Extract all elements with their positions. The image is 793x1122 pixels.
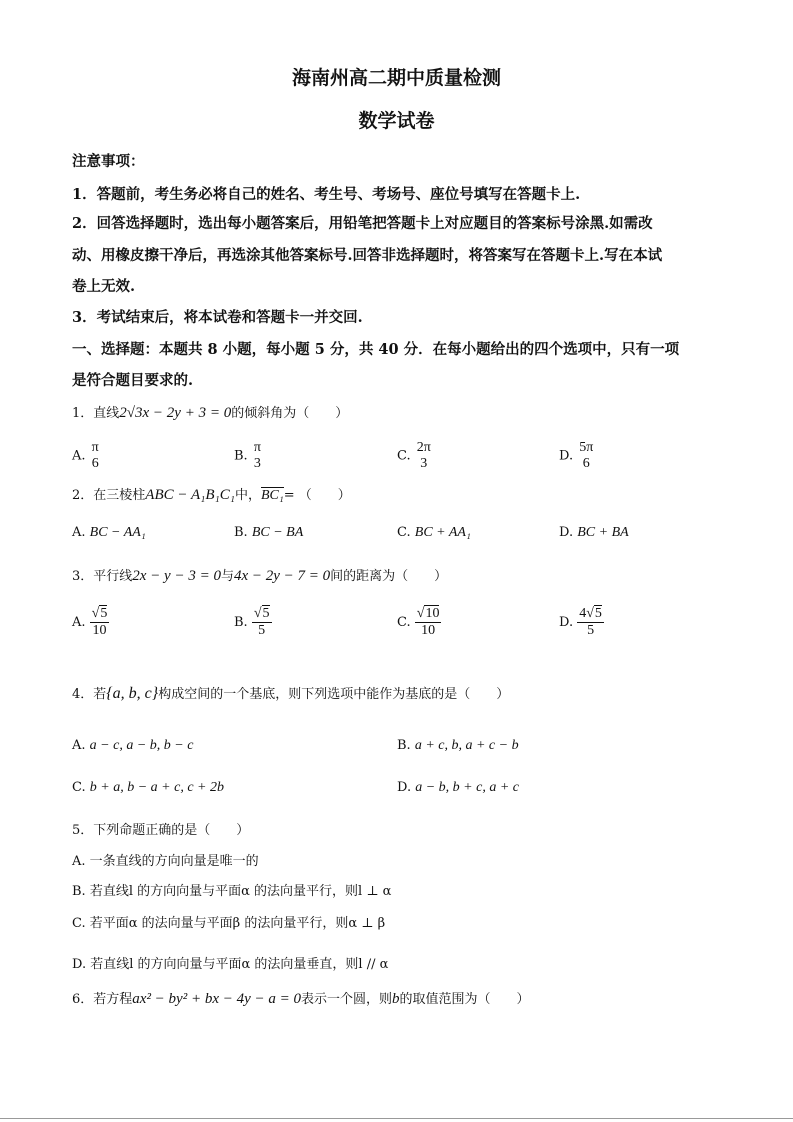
question-text: 的取值范围为（ ） <box>399 992 530 1007</box>
numerator: π <box>91 440 99 455</box>
question-text: = （ ） <box>283 488 351 503</box>
q3-option-c <box>397 606 441 639</box>
option-label: C. <box>72 780 86 795</box>
option-text: 若直线l 的方向向量与平面α 的法向量垂直，则l // α <box>90 957 389 972</box>
prism-name: ABC − A₁B₁C₁ <box>145 487 235 503</box>
numerator: 4√5 <box>579 606 602 621</box>
notice-text: 答题前，考生务必将自己的姓名、考生号、考场号、座位号填写在答题卡上. <box>96 186 581 203</box>
denominator: 10 <box>421 623 436 638</box>
question-5: 5．下列命题正确的是（ ） <box>72 823 250 838</box>
q1-option-a <box>72 440 101 472</box>
fraction <box>577 440 595 472</box>
option-label: C. <box>397 525 411 540</box>
q4-option-a <box>72 738 193 754</box>
notice-text: 考试结束后，将本试卷和答题卡一并交回. <box>96 309 363 326</box>
option-label: A. <box>72 525 86 540</box>
q2-option-c <box>397 525 471 541</box>
numerator: π <box>253 440 261 455</box>
denominator: 3 <box>253 456 261 471</box>
line-equation: 2√3x − 2y + 3 = 0 <box>119 405 232 421</box>
exam-subtitle: 数学试卷 <box>358 110 435 132</box>
option-label: C. <box>397 615 411 630</box>
option-label: A. <box>72 738 86 753</box>
q5-option-c <box>72 912 385 931</box>
option-label: C. <box>397 448 411 464</box>
numerator: √5 <box>253 606 270 621</box>
option-label: B. <box>72 884 86 899</box>
denominator: 5 <box>258 623 266 638</box>
fraction <box>577 606 604 639</box>
option-text: 若平面α 的法向量与平面β 的法向量平行，则α ⊥ β <box>89 916 386 931</box>
fraction <box>415 606 442 639</box>
notice-item-2-cont: 卷上无效. <box>72 278 136 295</box>
q1-option-d <box>559 440 595 472</box>
question-6 <box>72 988 530 1008</box>
radicand: 5 <box>594 606 602 621</box>
radicand: 10 <box>425 606 440 621</box>
option-label: A. <box>72 854 86 869</box>
option-label: D. <box>559 525 574 540</box>
fraction <box>415 440 433 472</box>
vector-expression: a − b, b + c, a + c <box>415 780 520 795</box>
option-label: D. <box>397 780 412 795</box>
numerator: 5π <box>579 440 594 455</box>
q2-option-d <box>559 525 629 541</box>
vector-expression: BC − AA₁ <box>89 525 146 540</box>
option-label: A. <box>72 448 86 464</box>
section-heading: 一、选择题：本题共 8 小题，每小题 5 分，共 40 分．在每小题给出的四个选项中，只有一项 <box>72 341 680 358</box>
question-number: 3．平行线 <box>72 569 133 584</box>
notice-text: 回答选择题时，选出每小题答案后，用铅笔把答题卡上对应题目的答案标号涂黑.如需改 <box>96 215 653 232</box>
q5-option-b <box>72 880 391 899</box>
option-label: A. <box>72 615 86 630</box>
option-text: 一条直线的方向向量是唯一的 <box>89 854 259 869</box>
page-bottom-rule <box>0 1118 793 1119</box>
q4-option-c <box>72 780 224 796</box>
vector-bc1: BC₁ <box>260 488 284 503</box>
question-3 <box>72 565 447 585</box>
fraction <box>252 440 263 472</box>
question-text: 的倾斜角为（ ） <box>231 406 349 421</box>
q3-option-a <box>72 606 109 639</box>
option-label: D. <box>559 448 574 464</box>
vector-expression: BC − BA <box>251 525 304 540</box>
q1-option-b <box>234 440 263 472</box>
q5-option-a <box>72 850 259 869</box>
denominator: 5 <box>587 623 595 638</box>
option-label: D. <box>72 957 87 972</box>
fraction <box>90 440 101 472</box>
notice-item-3 <box>72 306 363 327</box>
option-label: B. <box>234 615 248 630</box>
question-number: 2．在三棱柱 <box>72 488 146 503</box>
notice-item-2-cont: 动、用橡皮擦干净后，再选涂其他答案标号.回答非选择题时，将答案写在答题卡上.写在本试 <box>72 247 663 264</box>
denominator: 6 <box>91 456 99 471</box>
notice-item-1 <box>72 183 580 204</box>
radicand: 5 <box>100 606 108 621</box>
numerator: 2π <box>416 440 431 455</box>
vector-expression: BC + AA₁ <box>414 525 471 540</box>
question-text: 间的距离为（ ） <box>330 569 448 584</box>
fraction <box>90 606 110 639</box>
notice-number: 3． <box>72 309 97 326</box>
denominator: 10 <box>92 623 107 638</box>
q5-option-d <box>72 953 388 972</box>
denominator: 3 <box>420 456 428 471</box>
q2-option-b <box>234 525 303 541</box>
option-text: 若直线l 的方向向量与平面α 的法向量平行，则l ⊥ α <box>89 884 392 899</box>
notice-heading: 注意事项： <box>72 153 145 170</box>
q4-option-d <box>397 780 519 796</box>
q3-option-b <box>234 606 272 639</box>
vector-expression: a + c, b, a + c − b <box>414 738 519 753</box>
vector-expression: BC + BA <box>577 525 629 540</box>
denominator: 6 <box>582 456 590 471</box>
question-text: 中， <box>234 488 261 503</box>
question-number: 4．若 <box>72 687 107 702</box>
q1-option-c <box>397 440 433 472</box>
q3-option-d <box>559 606 604 639</box>
vector-expression: a − c, a − b, b − c <box>89 738 194 753</box>
option-label: C. <box>72 916 86 931</box>
radicand: 5 <box>262 606 270 621</box>
coefficient: 4 <box>579 606 587 621</box>
question-text: 构成空间的一个基底，则下列选项中能作为基底的是（ ） <box>158 687 510 702</box>
notice-item-2 <box>72 212 653 233</box>
fraction <box>252 606 272 639</box>
question-4 <box>72 683 509 703</box>
question-1 <box>72 402 348 422</box>
line-equation-2: 4x − 2y − 7 = 0 <box>233 568 331 584</box>
numerator: √5 <box>91 606 108 621</box>
q4-option-b <box>397 738 519 754</box>
question-2 <box>72 484 351 504</box>
variable-b: b <box>392 991 400 1007</box>
circle-equation: ax² − by² + bx − 4y − a = 0 <box>132 991 302 1007</box>
basis-set: {a, b, c} <box>106 685 159 702</box>
question-number: 1．直线 <box>72 406 120 421</box>
vector-expression: b + a, b − a + c, c + 2b <box>89 780 224 795</box>
option-label: D. <box>559 615 574 630</box>
option-label: B. <box>234 448 248 464</box>
notice-number: 1． <box>72 186 97 203</box>
numerator: √10 <box>416 606 440 621</box>
exam-title: 海南州高二期中质量检测 <box>291 67 501 89</box>
option-label: B. <box>397 738 411 753</box>
question-text: 与 <box>220 569 234 584</box>
notice-number: 2． <box>72 215 97 232</box>
q2-option-a <box>72 525 146 541</box>
option-label: B. <box>234 525 248 540</box>
question-number: 6．若方程 <box>72 992 133 1007</box>
question-text: 表示一个圆，则 <box>301 992 393 1007</box>
line-equation-1: 2x − y − 3 = 0 <box>132 568 221 584</box>
section-heading-cont: 是符合题目要求的. <box>72 372 194 389</box>
